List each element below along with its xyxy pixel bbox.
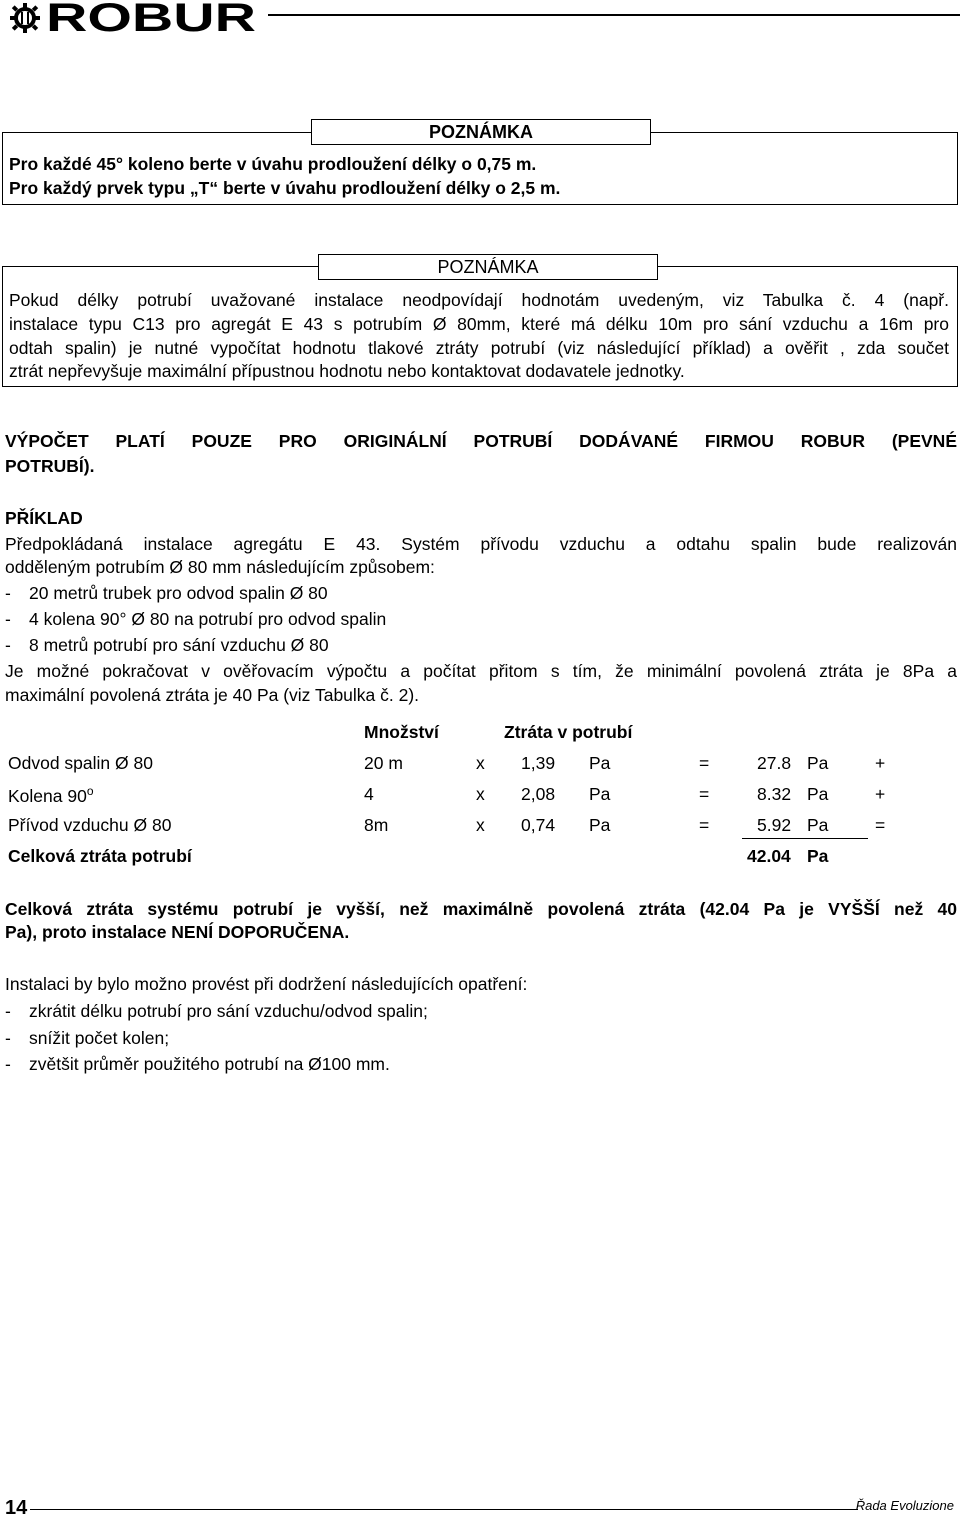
calc-row-3-label: Přívod vzduchu Ø 80 xyxy=(8,815,172,835)
calc-row-2-loss: 2,08 xyxy=(521,784,556,804)
footer-rule xyxy=(30,1509,858,1510)
example-item-2 xyxy=(5,609,386,630)
note-2-line-3: odtah spalin) je nutné vypočítat hodnotu tlakové ztráty potrubí (viz následující příklad) a ověřit , zda součet xyxy=(9,338,949,358)
list-dash: - xyxy=(5,583,11,603)
example-item-text: 20 metrů trubek pro odvod spalin Ø 80 xyxy=(29,583,328,603)
page-number: 14 xyxy=(5,1497,28,1519)
note-2-title: POZNÁMKA xyxy=(318,254,658,280)
calc-row-1-label: Odvod spalin Ø 80 xyxy=(8,753,153,773)
calc-row-2-qty: 4 xyxy=(364,784,374,804)
example-item-text: 4 kolena 90° Ø 80 na potrubí pro odvod spalin xyxy=(29,609,387,629)
calc-row-3-result: 5.92 xyxy=(757,815,792,835)
calc-row-2-x: x xyxy=(476,784,485,804)
calc-row-1-eq: = xyxy=(699,753,710,773)
robur-logo xyxy=(46,0,258,34)
calc-row-2-label-sup: o xyxy=(86,784,94,798)
calc-header-loss: Ztráta v potrubí xyxy=(504,722,633,742)
calc-row-2-eq: = xyxy=(699,784,710,804)
note-2-line-4: ztrát nepřevyšuje maximální přípustnou hodnotu nebo kontaktovat dodavatele jednotky. xyxy=(9,361,685,381)
calc-total-label: Celková ztráta potrubí xyxy=(8,846,192,866)
example-heading: PŘÍKLAD xyxy=(5,508,83,528)
example-item-text: 8 metrů potrubí pro sání vzduchu Ø 80 xyxy=(29,635,329,655)
calc-row-1-qty: 20 m xyxy=(364,753,403,773)
sum-underline xyxy=(742,838,868,839)
example-intro-1: Předpokládaná instalace agregátu E 43. Systém přívodu vzduchu a odtahu spalin bude realizován xyxy=(5,534,957,554)
calc-row-2-runit: Pa xyxy=(807,784,829,804)
example-followup-2: maximální povolená ztráta je 40 Pa (viz Tabulka č. 2). xyxy=(5,685,420,705)
calc-total-unit: Pa xyxy=(807,846,829,866)
measures-intro: Instalaci by bylo možno provést při dodržení následujících opatření: xyxy=(5,974,528,994)
calc-total-value: 42.04 xyxy=(747,846,791,866)
logo-text: ROBUR xyxy=(46,0,257,34)
footer-series: Řada Evoluzione xyxy=(855,1498,954,1513)
calc-row-2-label-text: Kolena 90 xyxy=(8,785,87,806)
list-dash: - xyxy=(5,1028,11,1048)
calc-row-3-loss: 0,74 xyxy=(521,815,556,835)
note-2-line-1: Pokud délky potrubí uvažované instalace neodpovídají hodnotám uvedeným, viz Tabulka č. 4 (např. xyxy=(9,290,949,310)
calc-row-2-op: + xyxy=(875,784,886,804)
measures-item-2 xyxy=(5,1028,169,1049)
note-2-line-2: instalace typu C13 pro agregát E 43 s potrubím Ø 80mm, které má délku 10m pro sání vzduchu a 16m pro xyxy=(9,314,949,334)
calc-row-1-loss: 1,39 xyxy=(521,753,556,773)
list-dash: - xyxy=(5,609,11,629)
calc-row-2-unit: Pa xyxy=(589,784,611,804)
calc-row-1-result: 27.8 xyxy=(757,753,792,773)
calc-row-1-runit: Pa xyxy=(807,753,829,773)
header-rule xyxy=(268,14,960,16)
measures-item-text: snížit počet kolen; xyxy=(29,1028,170,1048)
calc-row-2-result: 8.32 xyxy=(757,784,792,804)
example-item-1 xyxy=(5,583,328,604)
calc-row-3-unit: Pa xyxy=(589,815,611,835)
list-dash: - xyxy=(5,1001,11,1021)
calc-row-1-unit: Pa xyxy=(589,753,611,773)
robur-gear-icon xyxy=(8,2,42,34)
conclusion-line-2: Pa), proto instalace NENÍ DOPORUČENA. xyxy=(5,922,350,942)
measures-item-text: zkrátit délku potrubí pro sání vzduchu/odvod spalin; xyxy=(29,1001,428,1021)
calc-row-3-op: = xyxy=(875,815,886,835)
warning-line-2: POTRUBÍ). xyxy=(5,456,95,476)
list-dash: - xyxy=(5,1054,11,1074)
calc-row-3-runit: Pa xyxy=(807,815,829,835)
example-item-3 xyxy=(5,635,329,656)
list-dash: - xyxy=(5,635,11,655)
measures-item-text: zvětšit průměr použitého potrubí na Ø100 mm. xyxy=(29,1054,390,1074)
note-1-line-1: Pro každé 45° koleno berte v úvahu prodloužení délky o 0,75 m. xyxy=(9,154,537,174)
note-1-title: POZNÁMKA xyxy=(311,119,651,145)
example-intro-2: odděleným potrubím Ø 80 mm následujícím způsobem: xyxy=(5,557,435,577)
conclusion-line-1: Celková ztráta systému potrubí je vyšší, než maximálně povolená ztráta (42.04 Pa je VYŠŠÍ než 40 xyxy=(5,899,957,919)
example-followup-1: Je možné pokračovat v ověřovacím výpočtu a počítat přitom s tím, že minimální povolená ztráta je 8Pa a xyxy=(5,661,957,681)
calc-row-3-eq: = xyxy=(699,815,710,835)
warning-line-1: VÝPOČET PLATÍ POUZE PRO ORIGINÁLNÍ POTRUBÍ DODÁVANÉ FIRMOU ROBUR (PEVNÉ xyxy=(5,431,957,451)
calc-row-1-x: x xyxy=(476,753,485,773)
calc-row-1-op: + xyxy=(875,753,886,773)
note-1-line-2: Pro každý prvek typu „T“ berte v úvahu prodloužení délky o 2,5 m. xyxy=(9,178,561,198)
calc-row-2-label xyxy=(8,784,94,807)
measures-item-1 xyxy=(5,1001,428,1022)
measures-item-3 xyxy=(5,1054,390,1075)
calc-header-quantity: Množství xyxy=(364,722,439,742)
calc-row-3-x: x xyxy=(476,815,485,835)
calc-row-3-qty: 8m xyxy=(364,815,389,835)
